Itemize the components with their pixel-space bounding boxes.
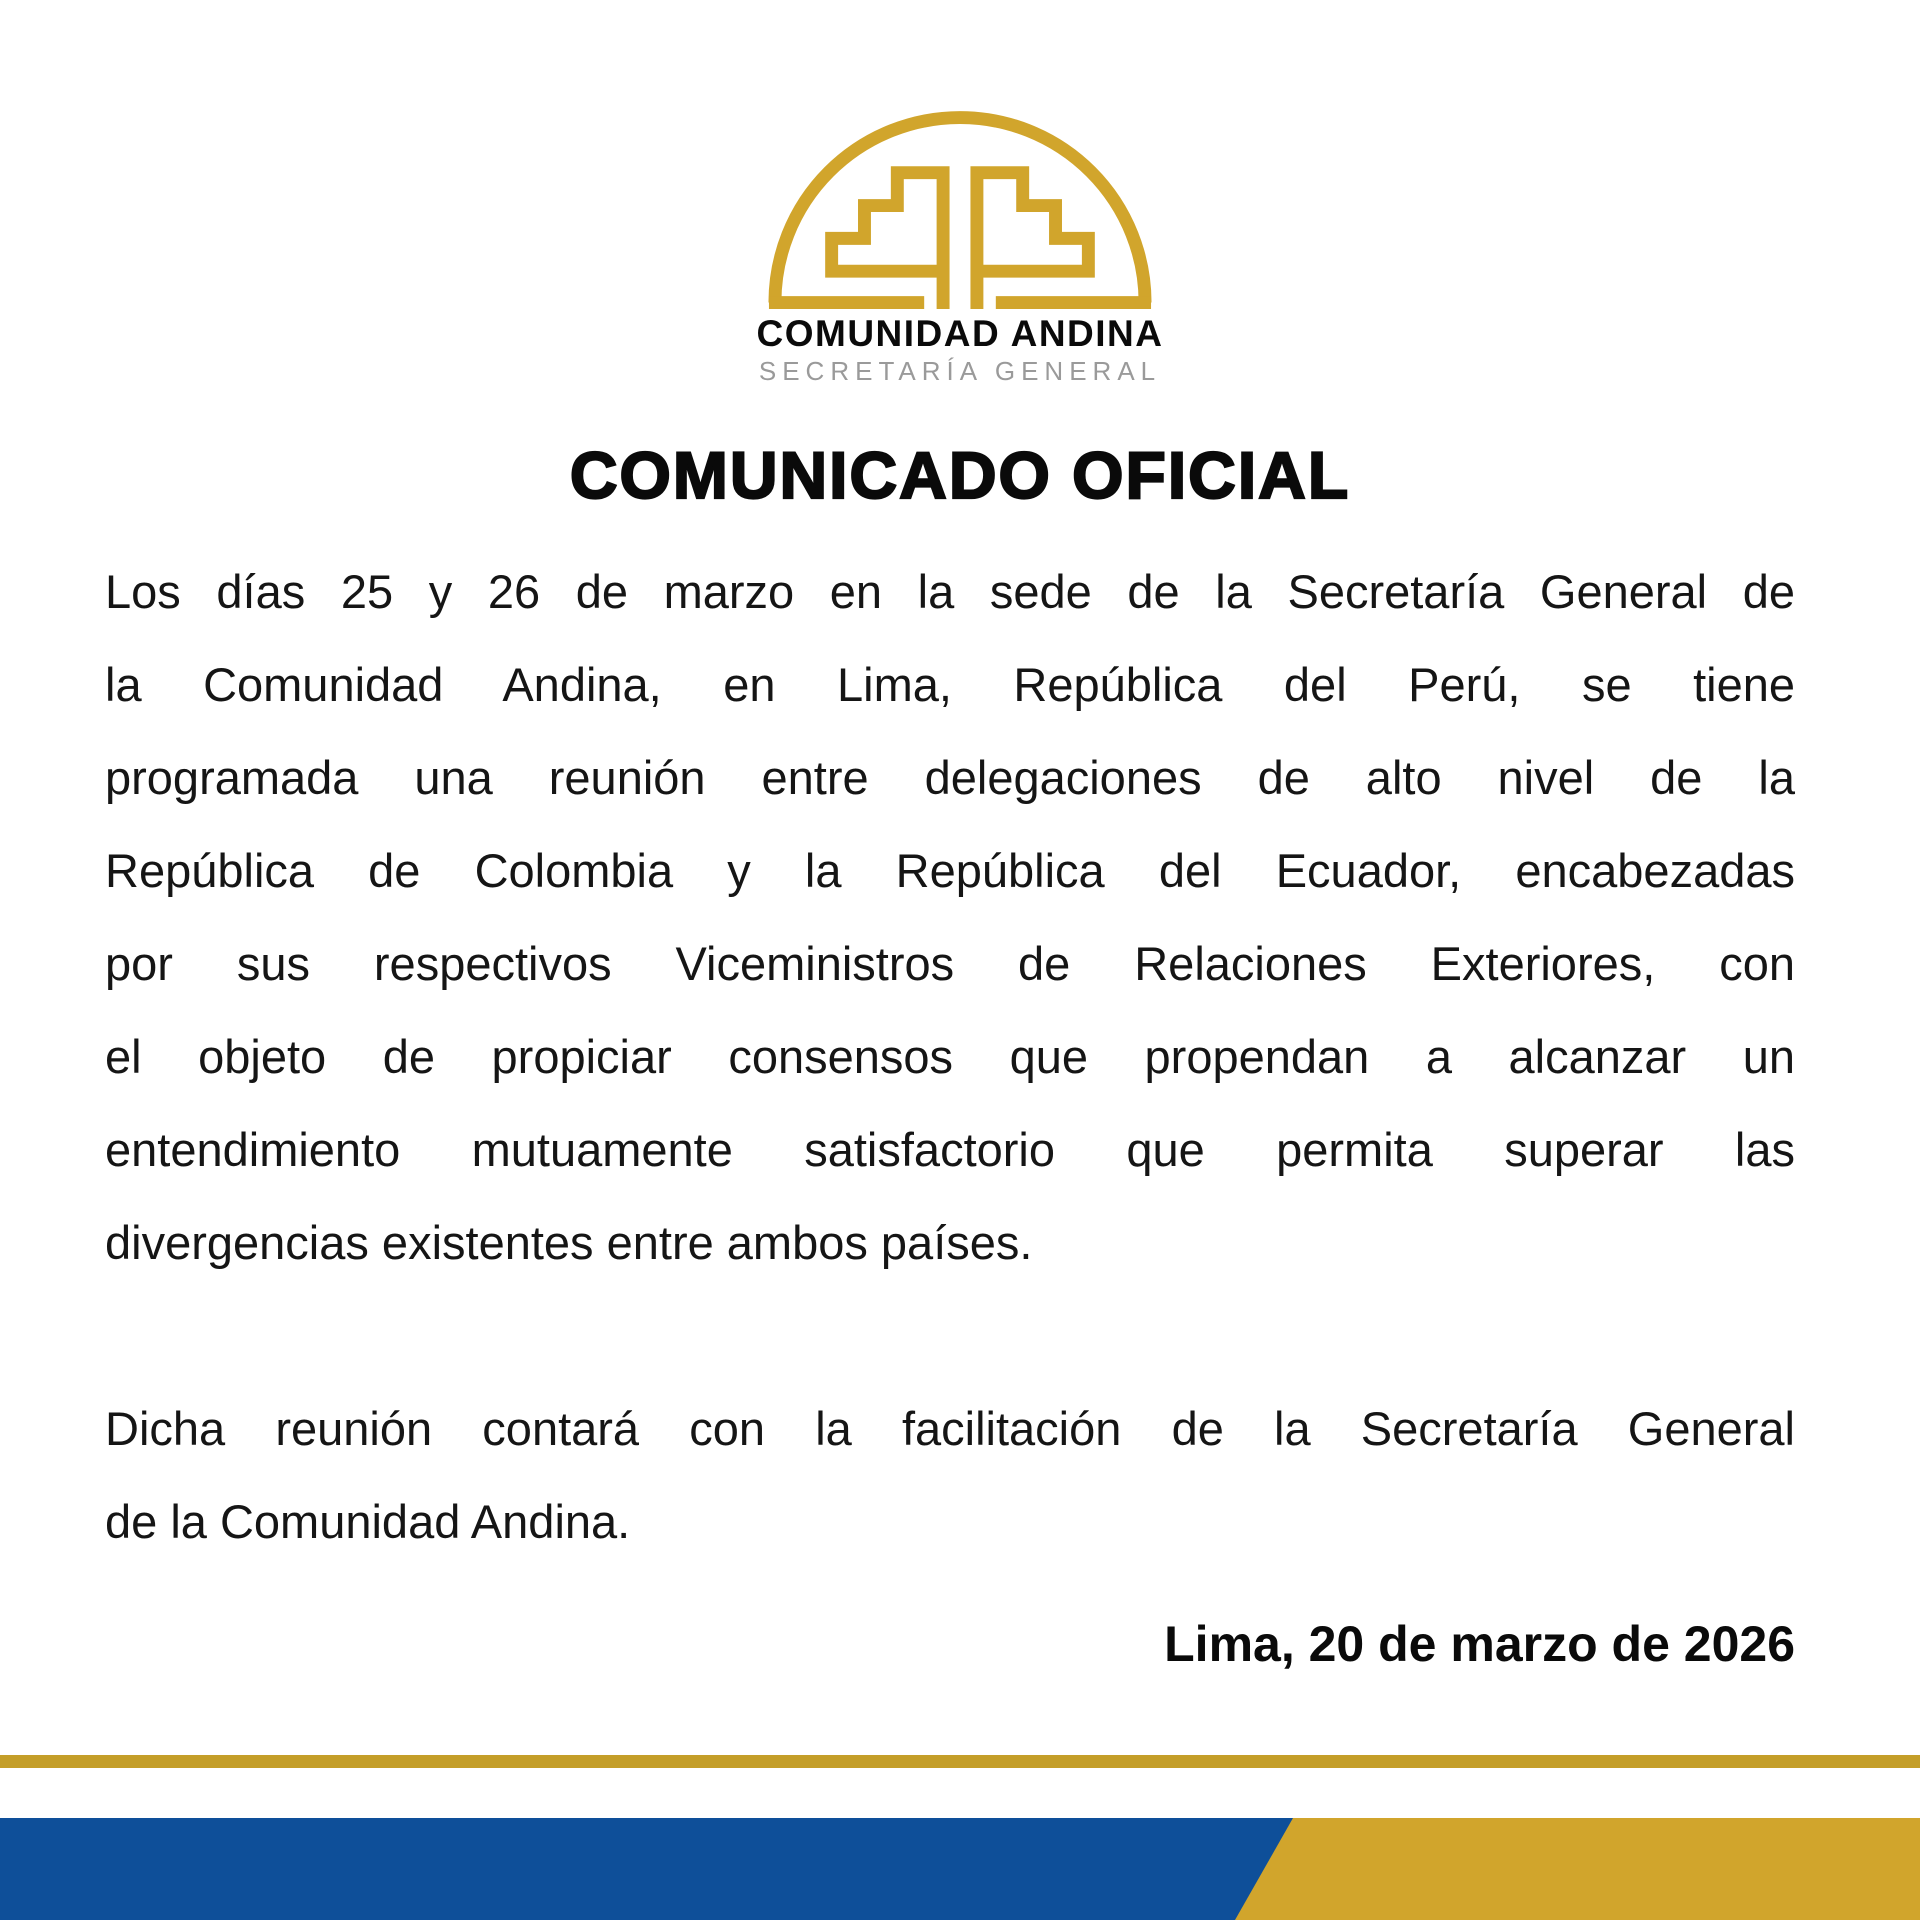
page-title: COMUNICADO OFICIAL <box>569 438 1351 512</box>
text-line: la Comunidad Andina, en Lima, República del Perú, se tiene <box>105 658 1795 711</box>
text-line: por sus respectivos Viceministros de Relaciones Exteriores, con <box>105 937 1795 990</box>
logo-stepped-motif-left <box>832 173 943 309</box>
text-line: el objeto de propiciar consensos que propendan a alcanzar un <box>105 1030 1795 1083</box>
dateline: Lima, 20 de marzo de 2026 <box>1164 1616 1795 1672</box>
paragraph-2 <box>105 1382 1795 1568</box>
footer-gold-rule <box>0 1755 1920 1768</box>
paragraph-1 <box>105 545 1795 1289</box>
communique-body <box>105 545 1795 1674</box>
text-line: entendimiento mutuamente satisfactorio que permita superar las <box>105 1123 1795 1176</box>
footer-band-blue <box>0 1818 1920 1920</box>
logo-stepped-motif-right <box>977 173 1088 309</box>
org-subtitle: SECRETARÍA GENERAL <box>758 356 1162 386</box>
text-line: divergencias existentes entre ambos países. <box>105 1216 1033 1269</box>
text-line: República de Colombia y la República del Ecuador, encabezadas <box>105 844 1795 897</box>
text-line: Dicha reunión contará con la facilitación de la Secretaría General <box>105 1402 1795 1455</box>
comunidad-andina-logo-icon <box>761 110 1159 314</box>
text-line: de la Comunidad Andina. <box>105 1495 631 1548</box>
footer-band-gold-diagonal <box>0 1818 1920 1920</box>
text-line: programada una reunión entre delegaciones de alto nivel de la <box>105 751 1795 804</box>
org-name: COMUNIDAD ANDINA <box>756 313 1164 354</box>
text-line: Los días 25 y 26 de marzo en la sede de la Secretaría General de <box>105 565 1795 618</box>
